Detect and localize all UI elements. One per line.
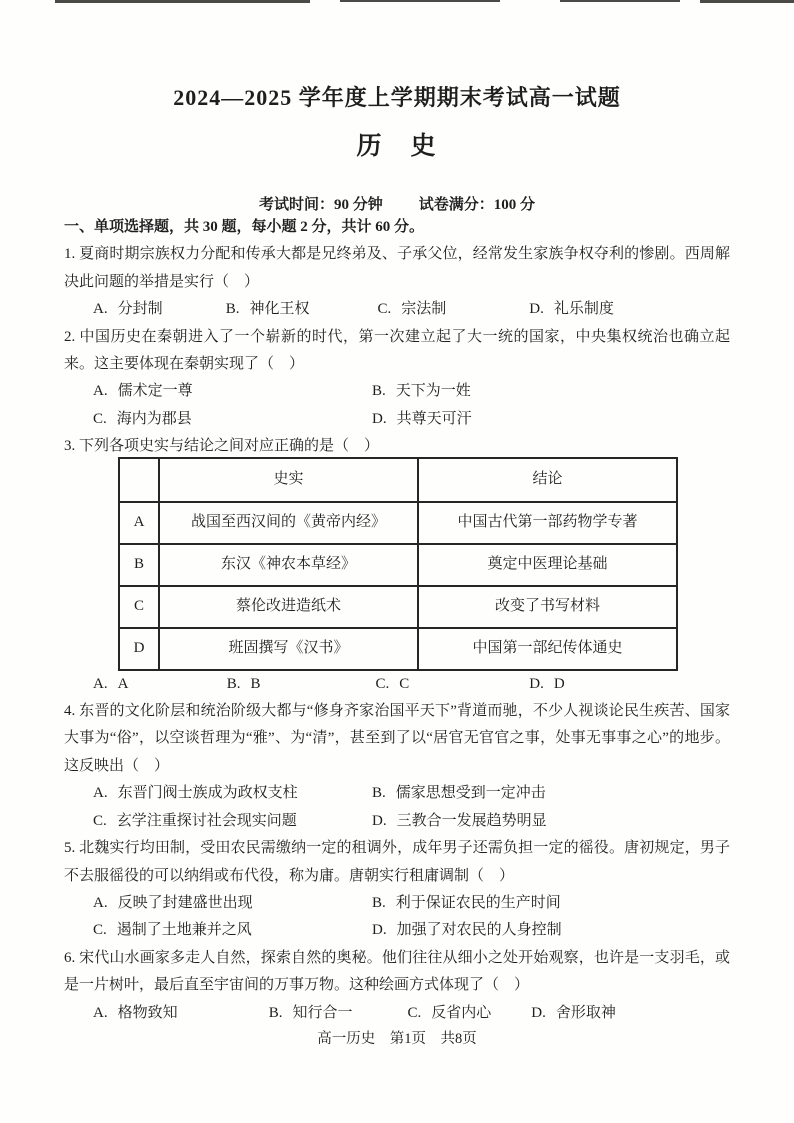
question-5-option-a: A. 反映了封建盛世出现: [93, 894, 253, 911]
question-3-option-a: A. A: [93, 675, 129, 692]
question-1-option-b: B. 神化王权: [225, 301, 310, 318]
question-3-option-b: B. B: [226, 675, 261, 692]
scan-artifact-line: [340, 0, 500, 2]
question-4-stem: 4. 东晋的文化阶层和统治阶级大都与“修身齐家治国平天下”背道而驰，不少人视谈论民生疾苦、国家大事为“俗”，以空谈哲理为“雅”、为“清”，甚至到了以“居官无官官之事，处事无事事之心”的地步。这反映出（ ）: [64, 703, 730, 774]
question-6-option-d: D. 舍形取神: [531, 1004, 616, 1021]
table-row: [119, 628, 677, 670]
question-4-option-b: B. 儒家思想受到一定冲击: [372, 785, 546, 802]
table-header-fact: 史实: [159, 458, 418, 502]
question-1-stem: 1. 夏商时期宗族权力分配和传承大都是兄终弟及、子承父位，经常发生家族争权夺利的惨剧。西周解决此问题的举措是实行（ ）: [64, 246, 730, 290]
question-2-option-d: D. 共尊天可汗: [372, 410, 472, 427]
question-4-options: [64, 780, 730, 835]
fact-conclusion-table: [118, 457, 678, 671]
question-5-option-b: B. 利于保证农民的生产时间: [372, 894, 561, 911]
row-fact: 蔡伦改进造纸术: [159, 586, 418, 628]
scan-artifact-line: [560, 0, 680, 2]
table-row: [119, 586, 677, 628]
question-6: [64, 945, 730, 1027]
row-label: A: [119, 502, 159, 544]
exam-title: 2024—2025 学年度上学期期末考试高一试题: [173, 85, 621, 110]
question-6-option-c: C. 反省内心: [407, 1004, 492, 1021]
question-6-options: [64, 1000, 730, 1027]
scan-artifact-line: [700, 0, 794, 3]
row-fact: 班固撰写《汉书》: [159, 628, 418, 670]
table-row: [119, 544, 677, 586]
question-5-option-c: C. 遏制了土地兼并之风: [93, 922, 252, 939]
question-2: [64, 324, 730, 434]
question-2-stem: 2. 中国历史在秦朝进入了一个崭新的时代，第一次建立起了大一统的国家，中央集权统治也确立起来。这主要体现在秦朝实现了（ ）: [64, 328, 730, 373]
question-2-option-c: C. 海内为郡县: [93, 410, 192, 427]
question-5-stem: 5. 北魏实行均田制，受田农民需缴纳一定的租调外，成年男子还需负担一定的徭役。唐初规定，男子不去服徭役的可以纳绢或布代役，称为庸。唐朝实行租庸调制（ ）: [64, 840, 730, 884]
question-5-options: [64, 890, 730, 945]
row-fact: 东汉《神农本草经》: [159, 544, 418, 586]
question-6-option-a: A. 格物致知: [93, 1004, 178, 1021]
question-5-option-d: D. 加强了对农民的人身控制: [372, 922, 562, 939]
question-2-options: [64, 378, 730, 433]
row-conclusion: 中国第一部纪传体通史: [418, 628, 677, 670]
question-4-option-c: C. 玄学注重探讨社会现实问题: [93, 812, 297, 829]
table-header-conclusion: 结论: [418, 458, 677, 502]
question-2-option-b: B. 天下为一姓: [372, 383, 471, 400]
question-3: [64, 433, 730, 698]
page-footer: 高一历史 第1页 共8页: [317, 1030, 477, 1047]
question-3-option-c: C. C: [375, 675, 410, 692]
exam-info: [0, 196, 794, 214]
table-row: [119, 502, 677, 544]
question-2-option-a: A. 儒术定一尊: [93, 383, 193, 400]
row-conclusion: 改变了书写材料: [418, 586, 677, 628]
row-fact: 战国至西汉间的《黄帝内经》: [159, 502, 418, 544]
question-1-option-d: D. 礼乐制度: [529, 301, 614, 318]
question-6-option-b: B. 知行合一: [268, 1004, 353, 1021]
row-label: B: [119, 544, 159, 586]
question-1-option-c: C. 宗法制: [377, 301, 447, 318]
table-header-empty: [119, 458, 159, 502]
question-5: [64, 835, 730, 945]
question-3-stem: 3. 下列各项史实与结论之间对应正确的是（ ）: [64, 438, 380, 455]
question-1-option-a: A. 分封制: [93, 301, 163, 318]
question-3-option-d: D. D: [529, 675, 565, 692]
exam-total-score: 试卷满分：100 分: [418, 197, 536, 213]
row-conclusion: 中国古代第一部药物学专著: [418, 502, 677, 544]
question-6-stem: 6. 宋代山水画家多走人自然，探索自然的奥秘。他们往往从细小之处开始观察，也许是一支羽毛，或是一片树叶，最后直至宇宙间的万事万物。这种绘画方式体现了（ ）: [64, 949, 730, 994]
exam-duration: 考试时间：90 分钟: [258, 197, 383, 213]
subject-title: 历 史: [356, 133, 438, 160]
exam-content: [0, 214, 794, 1049]
table-header-row: [119, 458, 677, 502]
row-conclusion: 奠定中医理论基础: [418, 544, 677, 586]
question-1: [64, 241, 730, 323]
row-label: C: [119, 586, 159, 628]
question-4: [64, 698, 730, 835]
question-4-option-a: A. 东晋门阀士族成为政权支柱: [93, 785, 298, 802]
row-label: D: [119, 628, 159, 670]
question-3-options: [64, 671, 730, 698]
question-4-option-d: D. 三教合一发展趋势明显: [372, 812, 547, 829]
section-header: 一、单项选择题，共 30 题，每小题 2 分，共计 60 分。: [64, 219, 425, 235]
scan-artifact-line: [55, 0, 310, 3]
question-1-options: [64, 296, 730, 323]
